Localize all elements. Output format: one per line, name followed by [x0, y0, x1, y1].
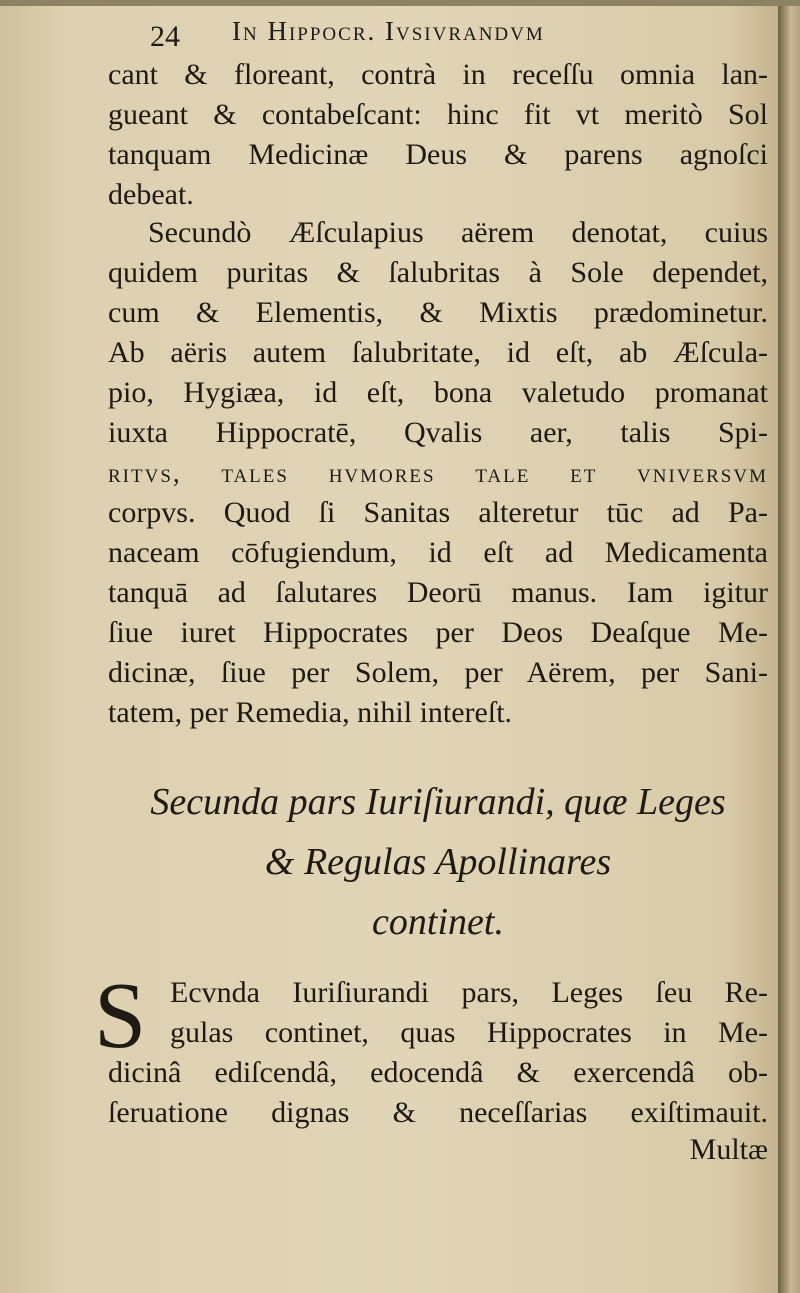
top-rule: [0, 0, 800, 6]
text-line: quidem puritas & ſalubritas à Sole dependet,: [108, 256, 768, 289]
section-heading: [108, 772, 768, 952]
text-line: cum & Elementis, & Mixtis prædominetur.: [108, 296, 768, 329]
heading-line: & Regulas Apollinares: [264, 841, 612, 883]
page-number: 24: [150, 20, 180, 53]
text-line: ſiue iuret Hippocrates per Deos Deaſque Me-: [108, 616, 768, 649]
drop-cap: S: [94, 964, 147, 1068]
text-line: gulas continet, quas Hippocrates in Me-: [170, 1016, 768, 1049]
text-line: Ecvnda Iuriſiurandi pars, Leges ſeu Re-: [170, 976, 768, 1009]
running-head: [0, 14, 780, 58]
text-line: tatem, per Remedia, nihil intereſt.: [108, 696, 513, 729]
catchword: Multæ: [689, 1133, 768, 1166]
text-line: dicinæ, ſiue per Solem, per Aërem, per Sani-: [108, 656, 768, 689]
running-title: In Hippocr. Ivsivrandvm: [232, 16, 545, 46]
text-line: tanquā ad ſalutares Deorū manus. Iam igitur: [108, 576, 768, 609]
text-line: ſeruatione dignas & neceſſarias exiſtimauit.: [108, 1096, 768, 1129]
text-line: Secundò Æſculapius aërem denotat, cuius: [148, 216, 768, 249]
text-line: pio, Hygiæa, id eſt, bona valetudo promanat: [108, 376, 768, 409]
text-line: iuxta Hippocratē, Qvalis aer, talis Spi-: [108, 416, 768, 449]
text-line: gueant & contabeſcant: hinc fit vt meritò Sol: [108, 98, 768, 131]
text-line: corpvs. Quod ſi Sanitas alteretur tūc ad Pa-: [108, 496, 768, 529]
text-line: Ab aëris autem ſalubritate, id eſt, ab Æſcula-: [108, 336, 768, 369]
text-line: dicinâ ediſcendâ, edocendâ & exercendâ ob-: [108, 1056, 768, 1089]
paragraph-1: [108, 55, 768, 215]
text-line: tanquam Medicinæ Deus & parens agnoſci: [108, 138, 768, 171]
text-line: debeat.: [108, 178, 194, 211]
text-line: naceam cōfugiendum, id eſt ad Medicamenta: [108, 536, 768, 569]
text-line: ritvs, tales hvmores tale et vniversvm: [108, 458, 768, 488]
paragraph-2: [108, 213, 768, 733]
heading-line: continet.: [372, 901, 504, 943]
heading-line: Secunda pars Iuriſiurandi, quæ Leges: [150, 781, 726, 823]
page-edge: [778, 0, 800, 1293]
text-line: cant & floreant, contrà in receſſu omnia lan-: [108, 58, 768, 91]
paragraph-3: [94, 964, 768, 1133]
